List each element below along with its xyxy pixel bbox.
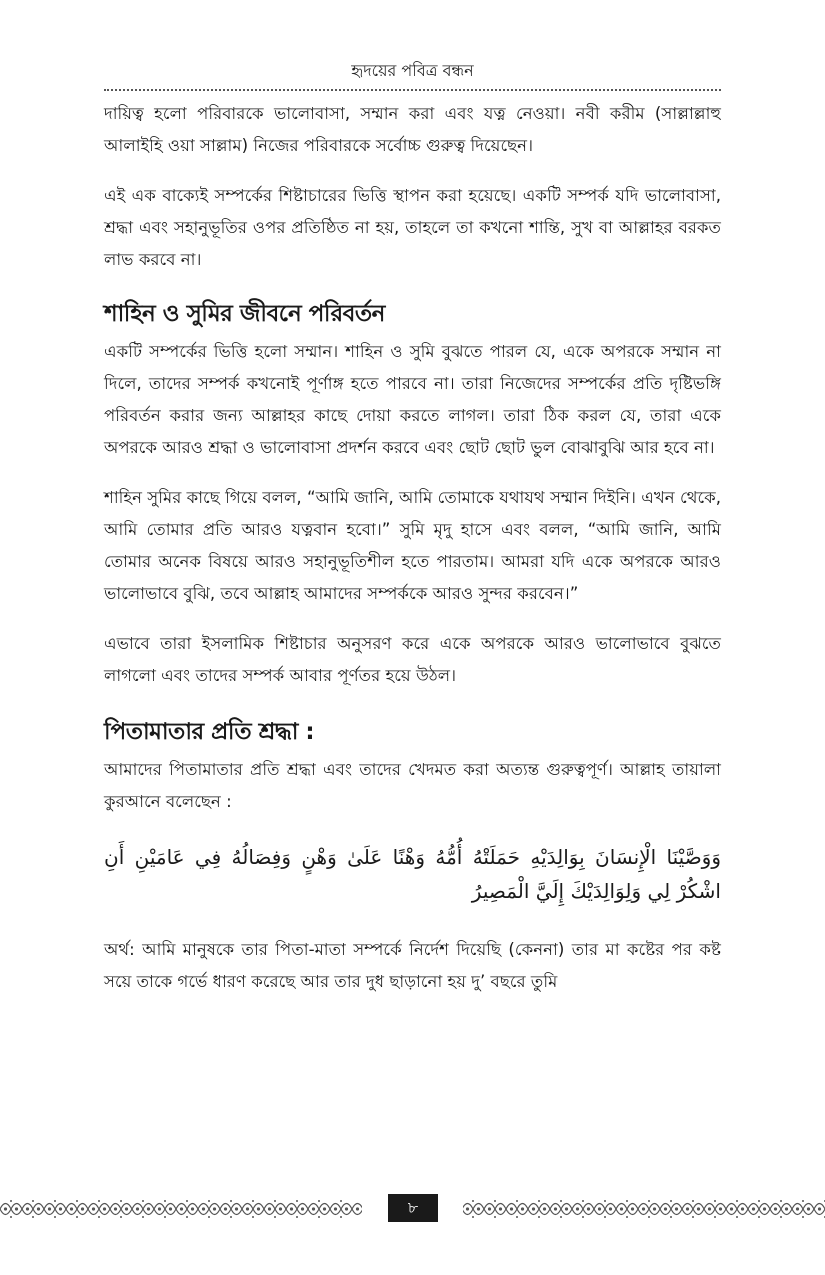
footer-ornament: [0, 1194, 825, 1224]
header-divider: [104, 89, 721, 91]
translation-text: অর্থ: আমি মানুষকে তার পিতা-মাতা সম্পর্কে নির্দেশ দিয়েছি (কেননা) তার মা কষ্টের পর কষ্ট সয়ে তাকে গর্ভে ধারণ করেছে আর তার দুধ ছাড়ানো হয় দু’ বছরে তুমি: [104, 940, 721, 991]
paragraph-1: দায়িত্ব হলো পরিবারকে ভালোবাসা, সম্মান করা এবং যত্ন নেওয়া। নবী করীম (সাল্লাল্লাহু আলাইহি ওয়া সাল্লাম) নিজের পরিবারকে সর্বোচ্চ গুরুত্ব দিয়েছেন।: [104, 104, 721, 155]
page-body: [104, 98, 721, 998]
paragraph-2: এই এক বাক্যেই সম্পর্কের শিষ্টাচারের ভিত্তি স্থাপন করা হয়েছে। একটি সম্পর্ক যদি ভালোবাসা, শ্রদ্ধা এবং সহানুভূতির ওপর প্রতিষ্ঠিত না হয়, তাহলে তা কখনো শান্তি, সুখ বা আল্লাহর বরকত লাভ করবে না।: [104, 186, 721, 269]
running-head: হৃদয়ের পবিত্র বন্ধন: [351, 61, 474, 80]
paragraph-4: শাহিন সুমির কাছে গিয়ে বলল, “আমি জানি, আমি তোমাকে যথাযথ সম্মান দিইনি। এখন থেকে, আমি তোমার প্রতি আরও যত্নবান হবো।” সুমি মৃদু হাসে এবং বলল, “আমি জানি, আমি তোমার অনেক বিষয়ে আরও সহানুভূতিশীল হতে পারতাম। আমরা যদি একে অপরকে আরও ভালোভাবে বুঝি, তবে আল্লাহ আমাদের সম্পর্ককে আরও সুন্দর করবেন।”: [104, 488, 721, 603]
paragraph-5: এভাবে তারা ইসলামিক শিষ্টাচার অনুসরণ করে একে অপরকে আরও ভালোভাবে বুঝতে লাগলো এবং তাদের সম্পর্ক আবার পূর্ণতর হয়ে উঠল।: [104, 634, 721, 685]
section-heading-parents: পিতামাতার প্রতি শ্রদ্ধা :: [104, 719, 315, 745]
paragraph-6: আমাদের পিতামাতার প্রতি শ্রদ্ধা এবং তাদের খেদমত করা অত্যন্ত গুরুত্বপূর্ণ। আল্লাহ তায়ালা কুরআনে বলেছেন :: [104, 760, 721, 811]
section-heading-change: শাহিন ও সুমির জীবনে পরিবর্তন: [104, 301, 385, 327]
page-number: ৮: [388, 1194, 438, 1222]
arabic-verse: وَوَصَّيْنَا الْإِنسَانَ بِوَالِدَيْهِ حَمَلَتْهُ أُمُّهُ وَهْنًا عَلَىٰ وَهْنٍ وَفِصَالُهُ فِي عَامَيْنِ أَنِ اشْكُرْ لِي وَلِوَالِدَيْكَ إِلَيَّ الْمَصِيرُ: [104, 845, 721, 903]
paragraph-3: একটি সম্পর্কের ভিত্তি হলো সম্মান। শাহিন ও সুমি বুঝতে পারল যে, একে অপরকে সম্মান না দিলে, তাদের সম্পর্ক কখনোই পূর্ণাঙ্গ হতে পারবে না। তারা নিজেদের সম্পর্কের প্রতি দৃষ্টিভঙ্গি পরিবর্তন করার জন্য আল্লাহর কাছে দোয়া করতে লাগল। তারা ঠিক করল যে, তারা একে অপরকে আরও শ্রদ্ধা ও ভালোবাসা প্রদর্শন করবে এবং ছোট ছোট ভুল বোঝাবুঝি আর হবে না।: [104, 342, 721, 457]
